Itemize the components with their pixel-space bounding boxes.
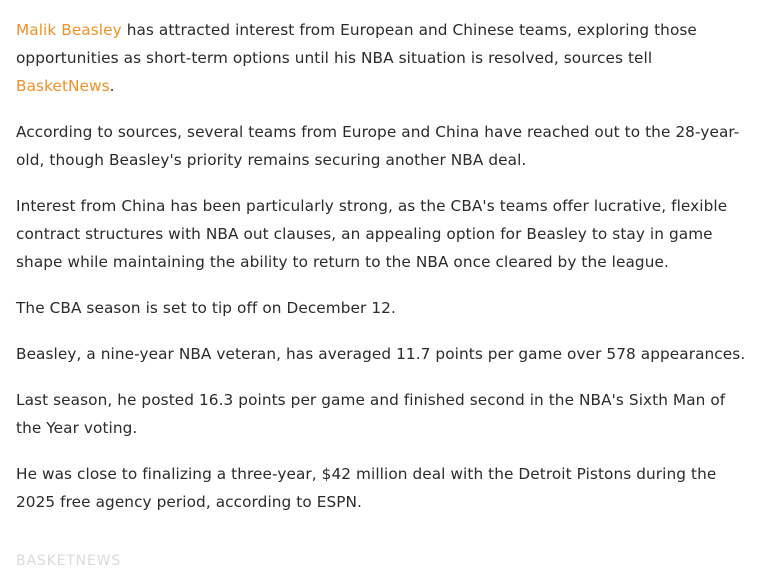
paragraph (16, 16, 754, 100)
paragraph (16, 294, 754, 322)
watermark: BASKETNEWS (16, 553, 122, 569)
paragraph (16, 460, 754, 516)
paragraph-text: has attracted interest from European and Chinese teams, exploring those opportunities as short-term options until his NBA situation is resolved, sources tell (16, 21, 697, 67)
paragraph-text: Last season, he posted 16.3 points per game and finished second in the NBA's Sixth Man of the Year voting. (16, 391, 726, 437)
paragraph-text: He was close to finalizing a three-year, $42 million deal with the Detroit Pistons during the 2025 free agency period, according to ESPN. (16, 465, 717, 511)
paragraph (16, 340, 754, 368)
player-link-malik-beasley[interactable]: Malik Beasley (16, 21, 122, 39)
paragraph (16, 118, 754, 174)
paragraph-text: Beasley, a nine-year NBA veteran, has averaged 11.7 points per game over 578 appearances. (16, 345, 746, 363)
paragraph (16, 192, 754, 276)
paragraph-text: The CBA season is set to tip off on December 12. (16, 299, 396, 317)
paragraph-text: Interest from China has been particularly strong, as the CBA's teams offer lucrative, flexible contract structures with NBA out clauses, an appealing option for Beasley to stay in game shape while maintaining the ability to return to the NBA once cleared by the league. (16, 197, 728, 271)
paragraph-list (16, 16, 754, 516)
source-link-basketnews[interactable]: BasketNews (16, 77, 110, 95)
paragraph-text: According to sources, several teams from Europe and China have reached out to the 28-year-old, though Beasley's priority remains securing another NBA deal. (16, 123, 740, 169)
paragraph (16, 386, 754, 442)
paragraph-text: . (109, 77, 115, 95)
